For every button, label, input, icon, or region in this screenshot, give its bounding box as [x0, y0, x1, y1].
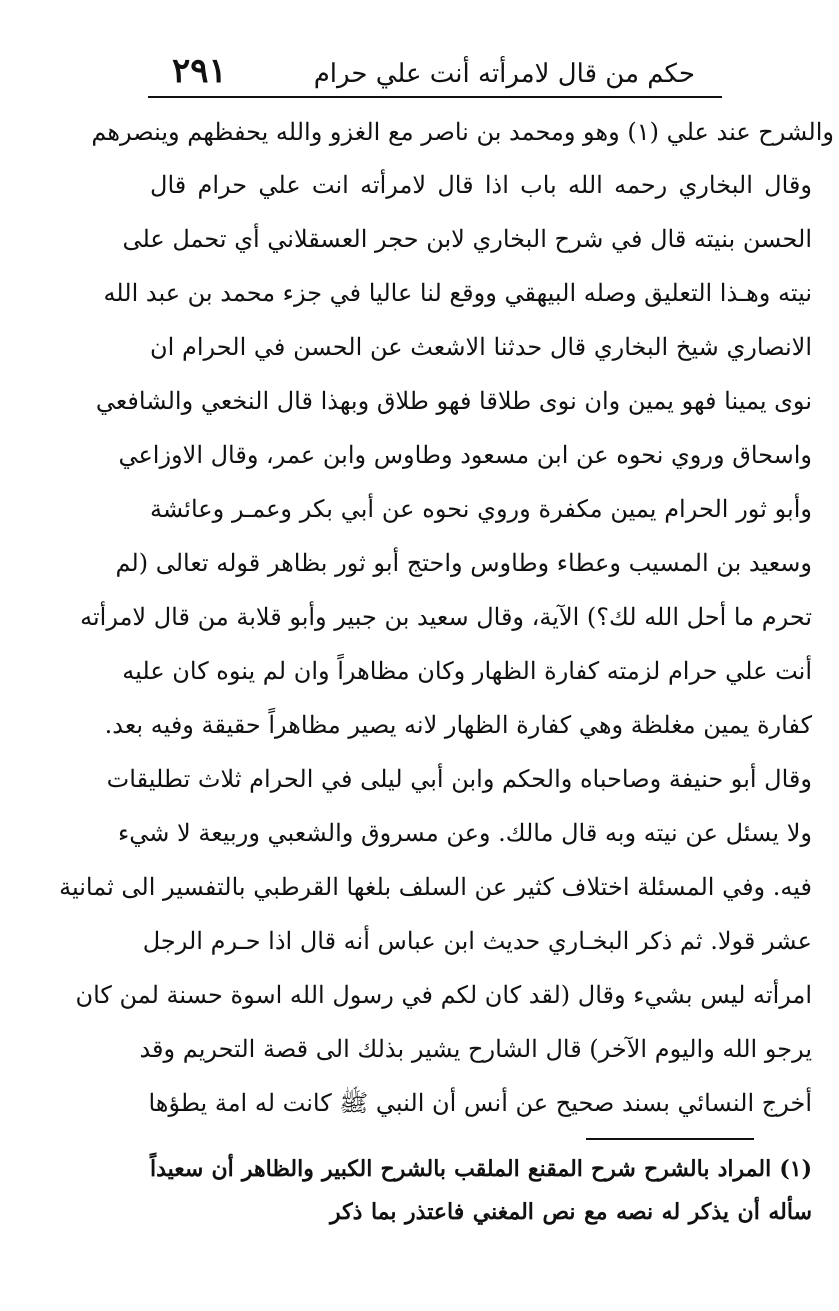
- text-line: نوى يمينا فهو يمين وان نوى طلاقا فهو طلاق وبهذا قال النخعي والشافعي: [95, 387, 812, 415]
- text-line: وأبو ثور الحرام يمين مكفرة وروي نحوه عن أبي بكر وعمـر وعائشة: [150, 495, 812, 523]
- text-line: والشرح عند علي (١) وهو ومحمد بن ناصر مع الغزو والله يحفظهم وينصرهم: [91, 118, 834, 146]
- text-line: ولا يسئل عن نيته وبه قال مالك. وعن مسروق والشعبي وربيعة لا شيء: [118, 819, 812, 847]
- text-line: فيه. وفي المسئلة اختلاف كثير عن السلف بلغها القرطبي بالتفسير الى ثمانية: [59, 873, 812, 901]
- text-line: امرأته ليس بشيء وقال (لقد كان لكم في رسول الله اسوة حسنة لمن كان: [75, 981, 812, 1009]
- text-line: أخرج النسائي بسند صحيح عن أنس أن النبي ﷺ كانت له امة يطؤها: [148, 1089, 812, 1117]
- text-line: وسعيد بن المسيب وعطاء وطاوس واحتج أبو ثور بظاهر قوله تعالى (لم: [115, 549, 812, 577]
- header-rule: [148, 96, 722, 98]
- footnote-line: (١) المراد بالشرح شرح المقنع الملقب بالشرح الكبير والظاهر أن سعيداً: [150, 1156, 812, 1182]
- text-line: الانصاري شيخ البخاري قال حدثنا الاشعث عن الحسن في الحرام ان: [150, 333, 812, 361]
- text-line: عشر قولا. ثم ذكر البخـاري حديث ابن عباس أنه قال اذا حـرم الرجل: [142, 927, 812, 955]
- footnote-line: سأله أن يذكر له نصه مع نص المغني فاعتذر بما ذكر: [330, 1199, 812, 1225]
- text-line: يرجو الله واليوم الآخر) قال الشارح يشير بذلك الى قصة التحريم وقد: [139, 1035, 812, 1063]
- text-line: الحسن بنيته قال في شرح البخاري لابن حجر العسقلاني أي تحمل على: [122, 225, 812, 253]
- text-line: أنت علي حرام لزمته كفارة الظهار وكان مظاهراً وان لم ينوه كان عليه: [122, 657, 812, 685]
- text-line: وقال أبو حنيفة وصاحباه والحكم وابن أبي ليلى في الحرام ثلاث تطليقات: [106, 765, 812, 793]
- page-number: ٢٩١: [172, 51, 227, 91]
- text-line: نيته وهـذا التعليق وصله البيهقي ووقع لنا عاليا في جزء محمد بن عبد الله: [103, 279, 812, 307]
- text-line: واسحاق وروي نحوه عن ابن مسعود وطاوس وابن عمر، وقال الاوزاعي: [118, 441, 812, 469]
- footnote-rule: [586, 1138, 754, 1140]
- text-line: تحرم ما أحل الله لك؟) الآية، وقال سعيد بن جبير وأبو قلابة من قال لامرأته: [80, 603, 812, 631]
- text-line: وقال البخاري رحمه الله باب اذا قال لامرأته انت علي حرام قال: [150, 171, 812, 199]
- text-line: كفارة يمين مغلظة وهي كفارة الظهار لانه يصير مظاهراً حقيقة وفيه بعد.: [104, 711, 812, 739]
- page-header: [150, 50, 720, 98]
- running-title: حكم من قال لامرأته أنت علي حرام: [313, 59, 695, 89]
